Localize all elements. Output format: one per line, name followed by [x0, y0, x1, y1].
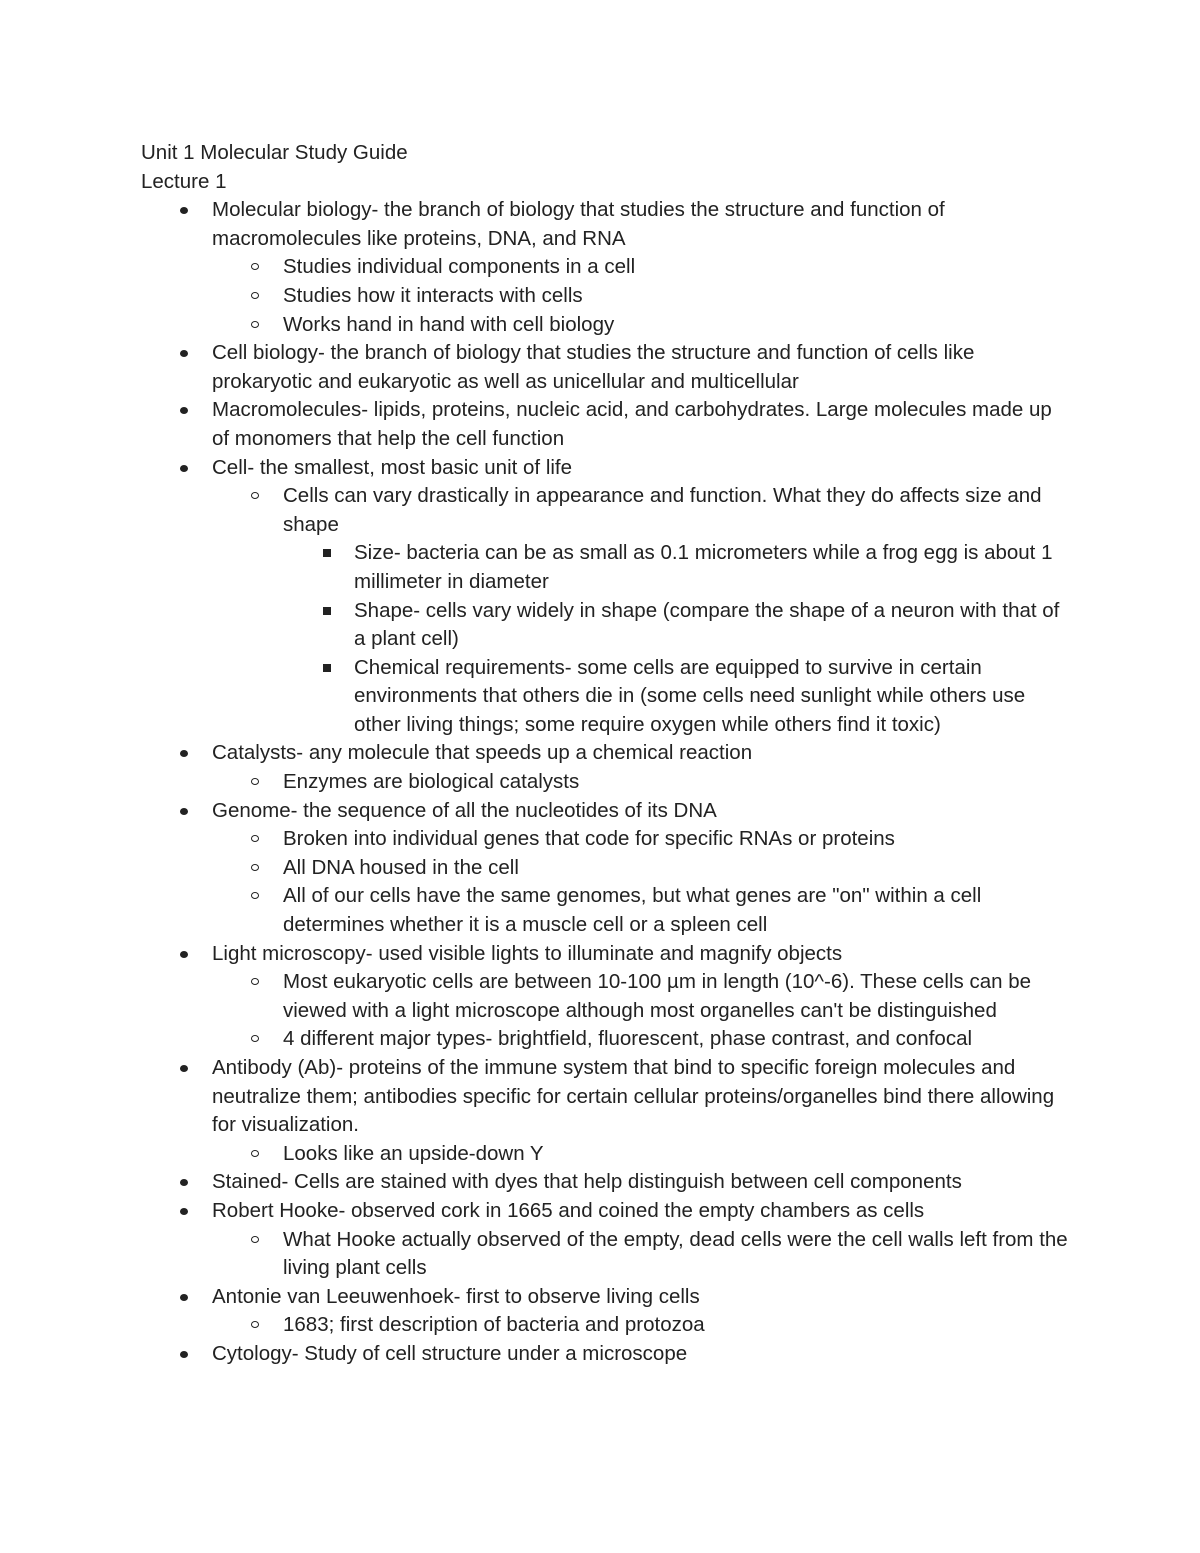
sub-list [212, 1226, 1071, 1283]
sub-list-item [212, 253, 1071, 282]
sub-list-item [212, 1226, 1071, 1283]
square-bullet-icon [323, 549, 331, 557]
circle-bullet-icon [251, 263, 259, 270]
circle-bullet-icon [251, 778, 259, 785]
list-item-text: What Hooke actually observed of the empty, dead cells were the cell walls left from the living plant cells [283, 1227, 1068, 1280]
disc-bullet-icon [180, 750, 188, 757]
list-item-text: Cytology- Study of cell structure under a microscope [212, 1341, 688, 1365]
disc-bullet-icon [180, 808, 188, 815]
list-item-text: Chemical requirements- some cells are equipped to survive in certain environments that others die in (some cells need sunlight while others use other living things; some require oxygen while others find it toxic) [354, 655, 1026, 736]
list-item-text: Studies individual components in a cell [283, 255, 636, 279]
square-bullet-icon [323, 607, 331, 615]
sub-list-item [212, 1025, 1071, 1054]
sub-list [212, 1140, 1071, 1169]
list-item-text: All DNA housed in the cell [283, 855, 519, 879]
list-item [141, 196, 1071, 339]
list-item-text: Molecular biology- the branch of biology that studies the structure and function of macromolecules like proteins, DNA, and RNA [212, 198, 945, 250]
list-item-text: Macromolecules- lipids, proteins, nucleic acid, and carbohydrates. Large molecules made up of monomers that help the cell function [212, 398, 1052, 450]
disc-bullet-icon [180, 1179, 188, 1186]
list-item [141, 739, 1071, 796]
lecture-heading: Lecture 1 [141, 169, 227, 193]
sub-sub-list-item [283, 654, 1071, 740]
disc-bullet-icon [180, 407, 188, 414]
disc-bullet-icon [180, 465, 188, 472]
list-item [141, 1197, 1071, 1283]
sub-list [212, 825, 1071, 939]
list-item-text: Cell biology- the branch of biology that studies the structure and function of cells like prokaryotic and eukaryotic as well as unicellular and multicellular [212, 341, 975, 393]
list-item-text: Cells can vary drastically in appearance and function. What they do affects size and shape [283, 484, 1042, 536]
sub-list [212, 768, 1071, 797]
sub-list [283, 539, 1071, 739]
list-item-text: Enzymes are biological catalysts [283, 770, 580, 794]
list-item-text: Catalysts- any molecule that speeds up a chemical reaction [212, 741, 753, 765]
disc-bullet-icon [180, 207, 188, 214]
list-item-text: 1683; first description of bacteria and protozoa [283, 1313, 705, 1337]
list-item [141, 1340, 1071, 1369]
list-item [141, 339, 1071, 396]
circle-bullet-icon [251, 292, 259, 299]
list-item-text: 4 different major types- brightfield, fluorescent, phase contrast, and confocal [283, 1027, 973, 1051]
circle-bullet-icon [251, 321, 259, 328]
sub-list [212, 482, 1071, 739]
list-item [141, 1168, 1071, 1197]
disc-bullet-icon [180, 1351, 188, 1358]
circle-bullet-icon [251, 1236, 259, 1243]
sub-list [212, 1311, 1071, 1340]
sub-list-item [212, 825, 1071, 854]
sub-sub-list-item [283, 597, 1071, 654]
sub-list-item [212, 854, 1071, 883]
sub-list-item [212, 482, 1071, 739]
sub-list-item [212, 1311, 1071, 1340]
list-item-text: Most eukaryotic cells are between 10-100 µm in length (10^-6). These cells can be viewed with a light microscope although most organelles can't be distinguished [283, 970, 1032, 1022]
list-item [141, 797, 1071, 940]
list-item [141, 1054, 1071, 1168]
disc-bullet-icon [180, 951, 188, 958]
list-item-text: Broken into individual genes that code for specific RNAs or proteins [283, 827, 895, 851]
list-item-text: Light microscopy- used visible lights to illuminate and magnify objects [212, 941, 843, 965]
circle-bullet-icon [251, 492, 259, 499]
list-item-text: Robert Hooke- observed cork in 1665 and coined the empty chambers as cells [212, 1198, 925, 1222]
sub-list-item [212, 882, 1071, 939]
sub-list [212, 968, 1071, 1054]
circle-bullet-icon [251, 892, 259, 899]
list-item-text: Antibody (Ab)- proteins of the immune system that bind to specific foreign molecules and neutralize them; antibodies specific for certain cellular proteins/organelles bind there allowing for visualization. [212, 1056, 1055, 1137]
list-item-text: Shape- cells vary widely in shape (compare the shape of a neuron with that of a plant cell) [354, 598, 1060, 651]
sub-list-item [212, 968, 1071, 1025]
circle-bullet-icon [251, 864, 259, 871]
circle-bullet-icon [251, 835, 259, 842]
disc-bullet-icon [180, 1065, 188, 1072]
sub-list-item [212, 282, 1071, 311]
sub-list-item [212, 1140, 1071, 1169]
list-item-text: Studies how it interacts with cells [283, 283, 583, 307]
list-item-text: Cell- the smallest, most basic unit of life [212, 455, 573, 479]
list-item-text: All of our cells have the same genomes, but what genes are "on" within a cell determines whether it is a muscle cell or a spleen cell [283, 884, 982, 937]
list-item [141, 940, 1071, 1054]
disc-bullet-icon [180, 1294, 188, 1301]
document-title: Unit 1 Molecular Study Guide [141, 141, 408, 164]
sub-list [212, 253, 1071, 339]
list-item [141, 1283, 1071, 1340]
circle-bullet-icon [251, 1150, 259, 1157]
circle-bullet-icon [251, 978, 259, 985]
circle-bullet-icon [251, 1035, 259, 1042]
document-page [141, 139, 1071, 1369]
sub-list-item [212, 311, 1071, 340]
sub-list-item [212, 768, 1071, 797]
list-item-text: Works hand in hand with cell biology [283, 312, 615, 336]
outline-list [141, 196, 1071, 1368]
disc-bullet-icon [180, 1208, 188, 1215]
sub-sub-list-item [283, 539, 1071, 596]
disc-bullet-icon [180, 350, 188, 357]
square-bullet-icon [323, 664, 331, 672]
list-item-text: Antonie van Leeuwenhoek- first to observe living cells [212, 1284, 700, 1308]
list-item-text: Genome- the sequence of all the nucleotides of its DNA [212, 798, 717, 822]
list-item [141, 396, 1071, 453]
list-item [141, 454, 1071, 740]
list-item-text: Size- bacteria can be as small as 0.1 micrometers while a frog egg is about 1 millimeter in diameter [354, 541, 1053, 593]
circle-bullet-icon [251, 1321, 259, 1328]
list-item-text: Looks like an upside-down Y [283, 1141, 544, 1165]
list-item-text: Stained- Cells are stained with dyes that help distinguish between cell components [212, 1170, 962, 1194]
